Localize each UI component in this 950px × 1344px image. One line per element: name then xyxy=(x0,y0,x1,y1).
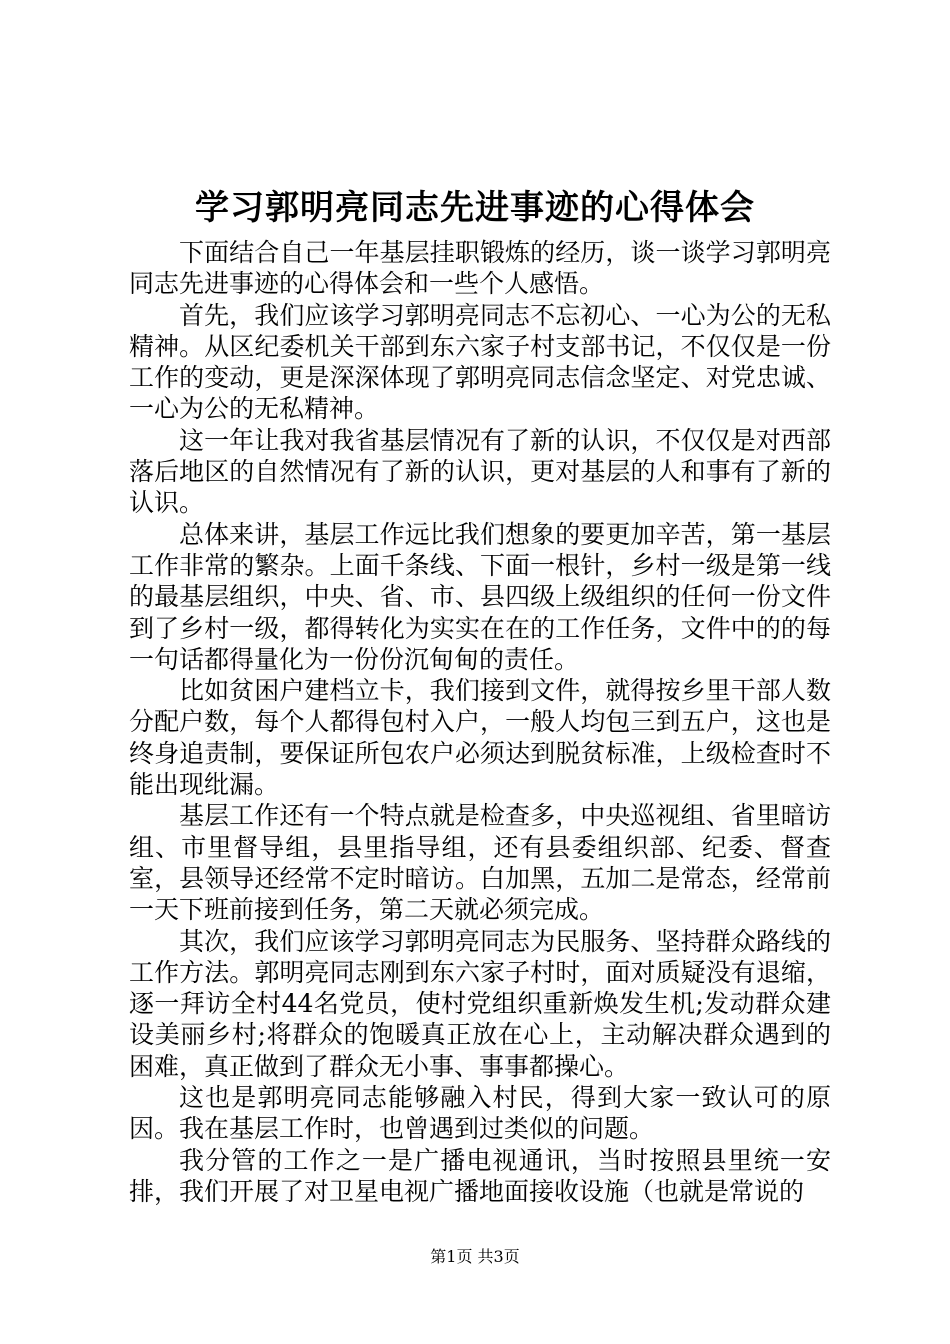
paragraph-1: 下面结合自己一年基层挂职锻炼的经历，谈一谈学习郭明亮同志先进事迹的心得体会和一些个人感悟。 xyxy=(129,238,831,299)
paragraph-5: 比如贫困户建档立卡，我们接到文件，就得按乡里干部人数分配户数，每个人都得包村入户，一般人均包三到五户，这也是终身追责制，要保证所包农户必须达到脱贫标准，上级检查时不能出现纰漏。 xyxy=(129,676,831,800)
document-title: 学习郭明亮同志先进事迹的心得体会 xyxy=(195,188,755,228)
paragraph-8: 这也是郭明亮同志能够融入村民，得到大家一致认可的原因。我在基层工作时，也曾遇到过类似的问题。 xyxy=(129,1083,831,1144)
paragraph-9: 我分管的工作之一是广播电视通讯，当时按照县里统一安排，我们开展了对卫星电视广播地面接收设施（也就是常说的 xyxy=(129,1145,831,1206)
paragraph-2: 首先，我们应该学习郭明亮同志不忘初心、一心为公的无私精神。从区纪委机关干部到东六家子村支部书记，不仅仅是一份工作的变动，更是深深体现了郭明亮同志信念坚定、对党忠诚、一心为公的无私精神。 xyxy=(129,300,831,424)
document-body xyxy=(129,237,831,1207)
paragraph-6: 基层工作还有一个特点就是检查多，中央巡视组、省里暗访组、市里督导组，县里指导组，还有县委组织部、纪委、督查室，县领导还经常不定时暗访。白加黑，五加二是常态，经常前一天下班前接到任务，第二天就必须完成。 xyxy=(129,801,831,925)
paragraph-3: 这一年让我对我省基层情况有了新的认识，不仅仅是对西部落后地区的自然情况有了新的认识，更对基层的人和事有了新的认识。 xyxy=(129,425,831,518)
paragraph-4: 总体来讲，基层工作远比我们想象的要更加辛苦，第一基层工作非常的繁杂。上面千条线、下面一根针，乡村一级是第一线的最基层组织，中央、省、市、县四级上级组织的任何一份文件到了乡村一级，都得转化为实实在在的工作任务，文件中的的每一句话都得量化为一份份沉甸甸的责任。 xyxy=(129,519,831,674)
paragraph-7: 其次，我们应该学习郭明亮同志为民服务、坚持群众路线的工作方法。郭明亮同志刚到东六家子村时，面对质疑没有退缩，逐一拜访全村44名党员，使村党组织重新焕发生机;发动群众建设美丽乡村;将群众的饱暖真正放在心上，主动解决群众遇到的困难，真正做到了群众无小事、事事都操心。 xyxy=(129,926,831,1081)
page-footer: 第1页 共3页 xyxy=(430,1247,520,1266)
